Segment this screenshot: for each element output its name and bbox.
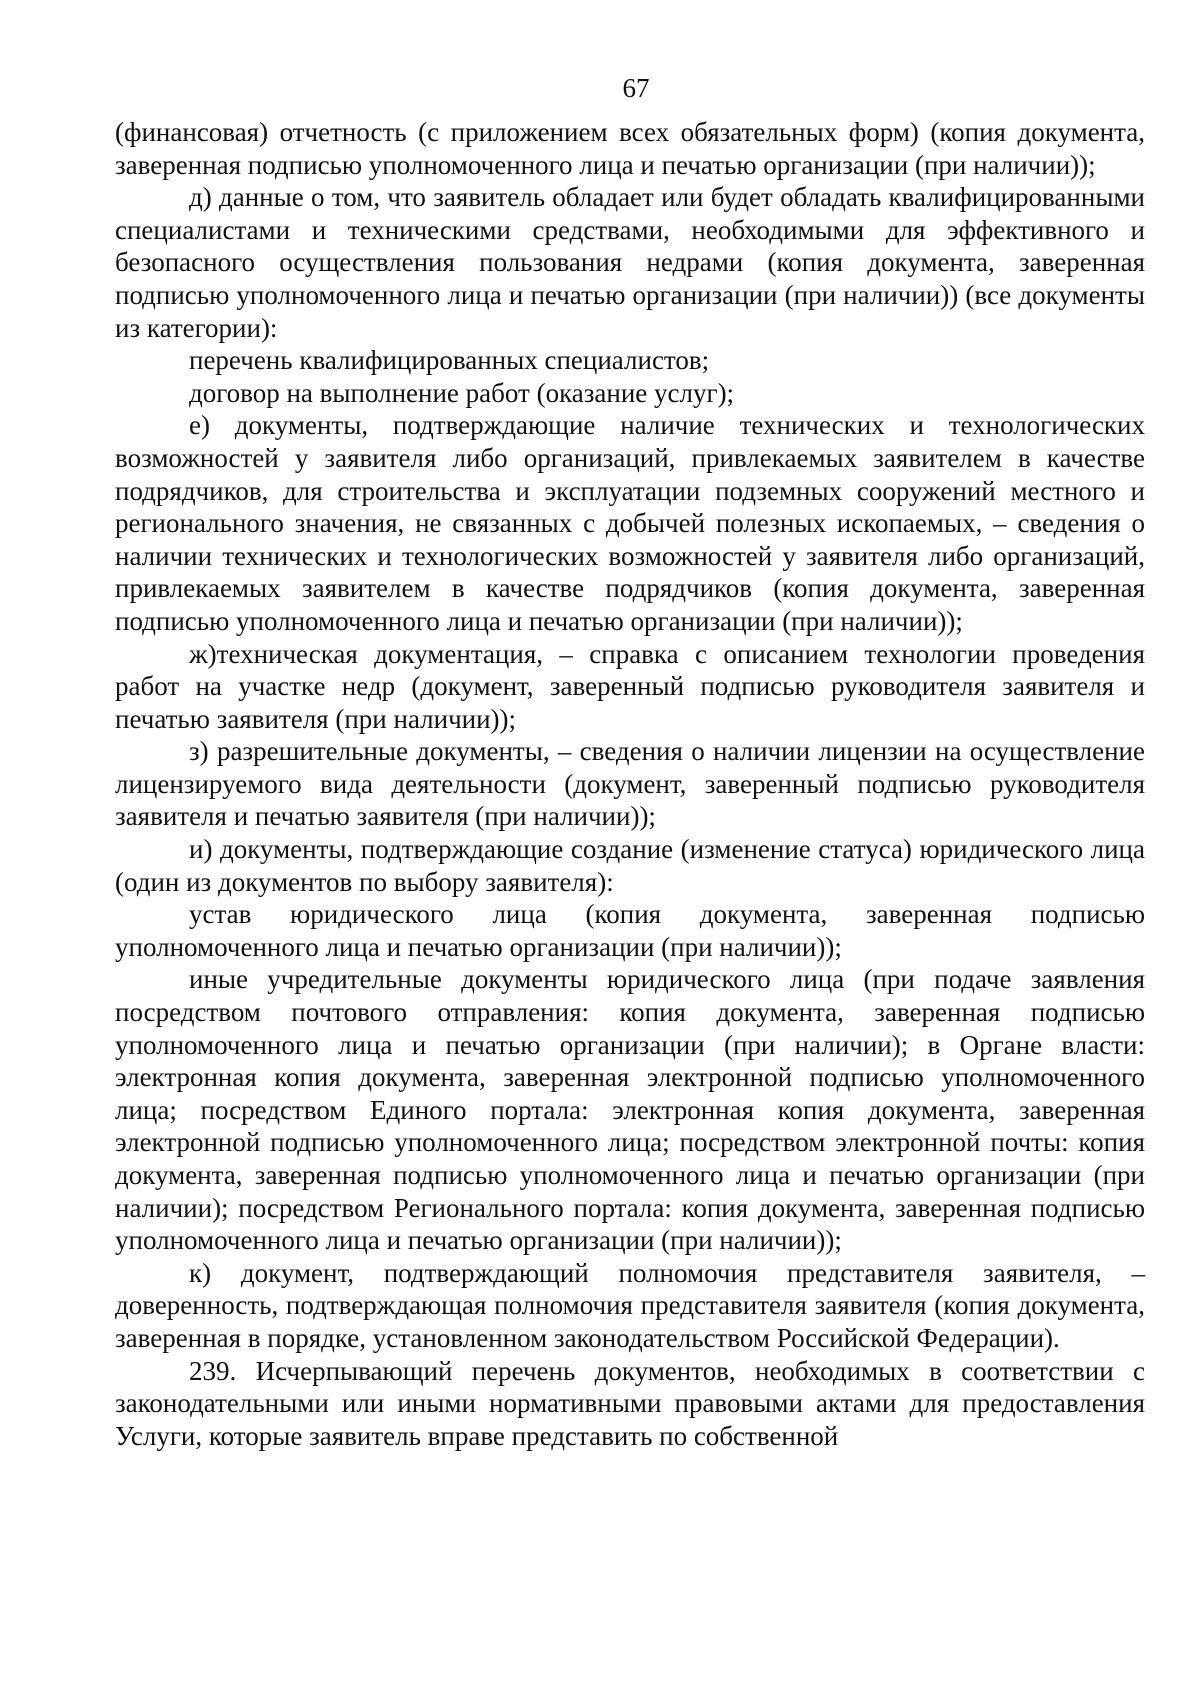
paragraph-sub-specialists: перечень квалифицированных специалистов; [189,345,710,376]
paragraph-item-d: д) данные о том, что заявитель обладает или будет обладать квалифицированными специалистами и техническими средствами, необходимыми для эффективного и безопасного осуществления пользования недрами (копия документа, заверенная подписью уполномоченного лица и печатью организации (при наличии)) (все документы из категории): [115,182,1145,343]
paragraph-239: 239. Исчерпывающий перечень документов, необходимых в соответствии с законодательными или иными нормативными правовыми актами для предоставления Услуги, которые заявитель вправе представить по собственной [115,1355,1145,1451]
paragraph-sub-other-documents: иные учредительные документы юридического лица (при подаче заявления посредством почтового отправления: копия документа, заверенная подписью уполномоченного лица и печатью организации (при наличии); в Органе власти: электронная копия документа, заверенная электронной подписью уполномоченного лица; посредством Единого портала: электронная копия документа, заверенная электронной подписью уполномоченного лица; посредством электронной почты: копия документа, заверенная подписью уполномоченного лица и печатью организации (при наличии); посредством Регионального портала: копия документа, заверенная подписью уполномоченного лица и печатью организации (при наличии)); [115,964,1145,1256]
paragraph-item-e: е) документы, подтверждающие наличие технических и технологических возможностей у заявителя либо организаций, привлекаемых заявителем в качестве подрядчиков, для строительства и эксплуатации подземных сооружений местного и регионального значения, не связанных с добычей полезных ископаемых, – сведения о наличии технических и технологических возможностей у заявителя либо организаций, привлекаемых заявителем в качестве подрядчиков (копия документа, заверенная подписью уполномоченного лица и печатью организации (при наличии)); [115,410,1145,636]
document-body [115,116,1145,1452]
paragraph-item-zh: ж)техническая документация, – справка с описанием технологии проведения работ на участке недр (документ, заверенный подписью руководителя заявителя и печатью заявителя (при наличии)); [115,638,1145,734]
paragraph-sub-contract: договор на выполнение работ (оказание услуг); [189,377,735,408]
paragraph-item-k: к) документ, подтверждающий полномочия представителя заявителя, – доверенность, подтверждающая полномочия представителя заявителя (копия документа, заверенная в порядке, установленном законодательством Российской Федерации). [115,1257,1145,1353]
paragraph-item-z: з) разрешительные документы, – сведения о наличии лицензии на осуществление лицензируемого вида деятельности (документ, заверенный подписью руководителя заявителя и печатью заявителя (при наличии)); [115,736,1145,832]
paragraph-item-i: и) документы, подтверждающие создание (изменение статуса) юридического лица (один из документов по выбору заявителя): [115,834,1145,897]
paragraph-continuation: (финансовая) отчетность (с приложением всех обязательных форм) (копия документа, заверенная подписью уполномоченного лица и печатью организации (при наличии)); [115,117,1145,180]
page-number: 67 [622,73,650,103]
paragraph-sub-charter: устав юридического лица (копия документа, заверенная подписью уполномоченного лица и печатью организации (при наличии)); [115,899,1145,962]
